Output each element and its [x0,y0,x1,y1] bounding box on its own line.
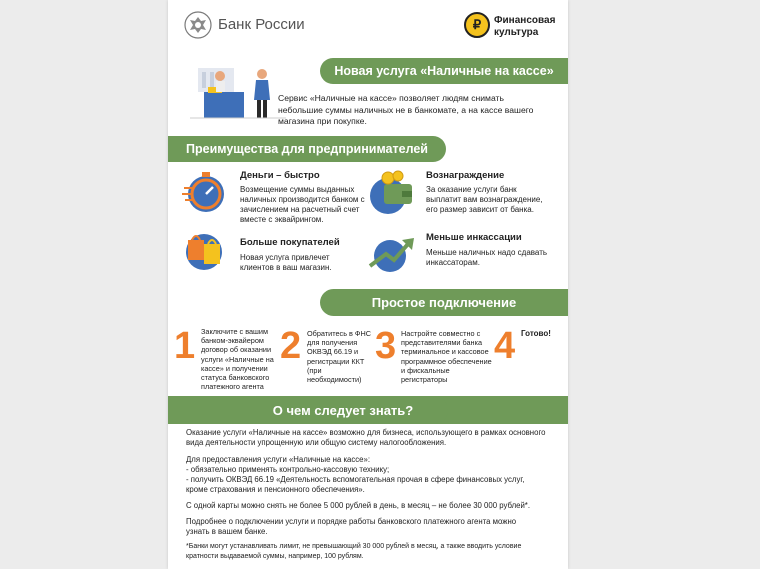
ruble-coin-icon: ₽ [464,12,490,38]
document-page [168,0,568,569]
adv-text-1: Возмещение суммы выданных наличных производится банком с зачислением на расчетный счет вместе с эквайрингом. [240,185,365,224]
step-text-4: Готово! [521,329,551,338]
step-number-3: 3 [375,325,397,367]
step-number-1: 1 [174,325,196,367]
know-paragraph-3: С одной карты можно снять не более 5 000 рублей в день, в месяц – не более 30 000 рублей*. [186,501,531,510]
intro-title-banner: Новая услуга «Наличные на кассе» [320,58,568,84]
stopwatch-icon [182,170,228,216]
adv-text-3: Новая услуга привлечет клиентов в ваш магазин. [240,253,332,272]
fin-culture-logo [464,12,564,42]
eagle-emblem-icon [184,11,212,39]
adv-heading-1: Деньги – быстро [240,170,320,181]
step-number-4: 4 [494,325,516,367]
know-paragraph-2-intro: Для предоставления услуги «Наличные на кассе»: [186,455,371,464]
connection-title-banner: Простое подключение [320,289,568,316]
bank-name: Банк России [218,16,305,33]
adv-text-2: За оказание услуги банк выплатит вам вознаграждение, его размер зависит от банка. [426,185,543,214]
adv-heading-3: Больше покупателей [240,237,340,248]
know-paragraph-2-item-1: - обязательно применять контрольно-кассовую технику; [186,465,390,474]
step-text-3: Настройте совместно с представителями банка терминальное и кассовое программное обеспечение и фискальные регистраторы [401,329,492,385]
know-footnote: *Банки могут устанавливать лимит, не превышающий 30 000 рублей в месяц, а также вводить условие кратности выдаваемой суммы, например, 100 рублям. [186,543,522,560]
know-paragraph-1: Оказание услуги «Наличные на кассе» возможно для бизнеса, использующего в рамках основного вида деятельности упрощенную или общую систему налогообложения. [186,428,546,447]
adv-text-4: Меньше наличных надо сдавать инкассаторам. [426,248,548,267]
step-number-2: 2 [280,325,302,367]
know-paragraph-2-item-2: - получить ОКВЭД 66.19 «Деятельность вспомогательная прочая в сфере финансовых услуг, кроме страхования и пенсионного обеспечения». [186,475,525,494]
adv-heading-2: Вознаграждение [426,170,505,181]
fin-logo-line2: культура [494,27,539,38]
know-paragraph-4: Подробнее о подключении услуги и порядке работы банковского платежного агента можно узнать в вашем банке. [186,517,517,536]
step-text-2: Обратитесь в ФНС для получения ОКВЭД 66.19 и регистрации ККТ (при необходимости) [307,329,372,385]
bank-logo [184,11,324,39]
adv-heading-4: Меньше инкассации [426,232,522,243]
know-title-banner: О чем следует знать? [168,396,568,424]
step-text-1: Заключите с вашим банком-эквайером договор об оказании услуги «Наличные на кассе» и получении статуса банковского платежного агента [201,327,274,392]
intro-text: Сервис «Наличные на кассе» позволяет людям снимать небольшие суммы наличных не в банкомате, а на кассе вашего магазина при покупке. [278,93,534,126]
growth-arrow-icon [368,234,416,274]
wallet-icon [368,168,416,216]
cashier-illustration [190,62,286,124]
advantages-title-banner: Преимущества для предпринимателей [168,136,446,162]
fin-logo-line1: Финансовая [494,15,556,26]
shopping-bags-icon [182,226,228,272]
